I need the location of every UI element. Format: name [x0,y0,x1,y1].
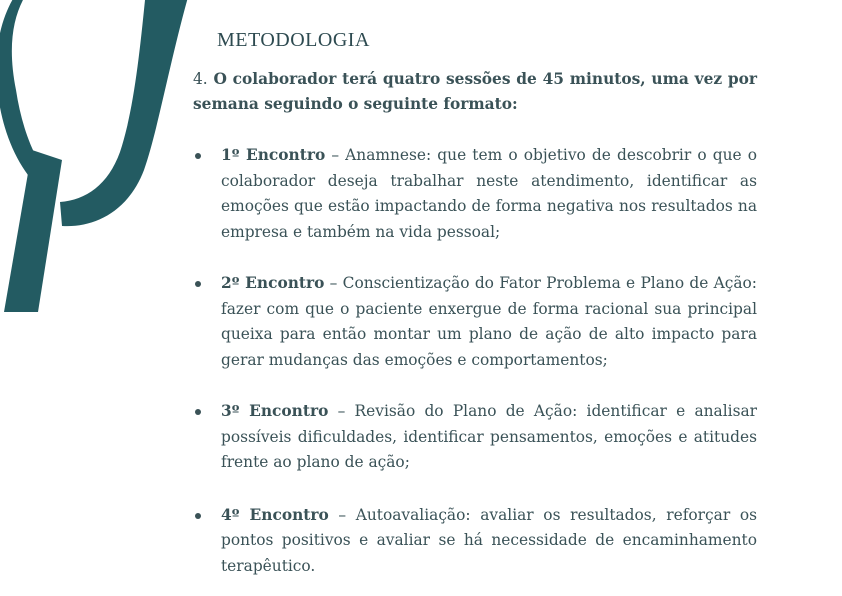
item-heading: 1º Encontro [221,146,326,164]
bullet-icon [195,513,201,519]
list-item [193,271,757,373]
item-heading: 3º Encontro [221,402,329,420]
psi-symbol-icon [0,0,204,340]
bullet-icon [195,409,201,415]
intro-number: 4. [193,70,208,88]
intro-text: O colaborador terá quatro sessões de 45 minutos, uma vez por semana seguindo o seguinte formato: [193,70,757,113]
item-text: – Revisão do Plano de Ação: identificar e analisar possíveis dificuldades, identificar pensamentos, emoções e atitudes frente ao plano de ação; [221,402,757,471]
item-heading: 2º Encontro [221,274,325,292]
bullet-icon [195,281,201,287]
item-text: – Anamnese: que tem o objetivo de descobrir o que o colaborador deseja trabalhar neste atendimento, identificar as emoções que estão impactando de forma negativa nos resultados na empresa e também na vida pessoal; [221,146,757,241]
intro-paragraph [193,67,757,117]
item-text: – Autoavaliação: avaliar os resultados, reforçar os pontos positivos e avaliar se há necessidade de encaminhamento terapêutico. [221,505,757,575]
list-item [193,399,757,476]
page-title: METODOLOGIA [217,29,370,51]
item-text: – Conscientização do Fator Problema e Plano de Ação: fazer com que o paciente enxergue de forma racional sua principal queixa para então montar um plano de ação de alto impacto para gerar mudanças das emoções e comportamentos; [221,274,757,369]
list-item [193,503,757,580]
list-item [193,143,757,245]
bullet-icon [195,153,201,159]
item-heading: 4º Encontro [221,505,329,524]
session-list [193,143,757,579]
